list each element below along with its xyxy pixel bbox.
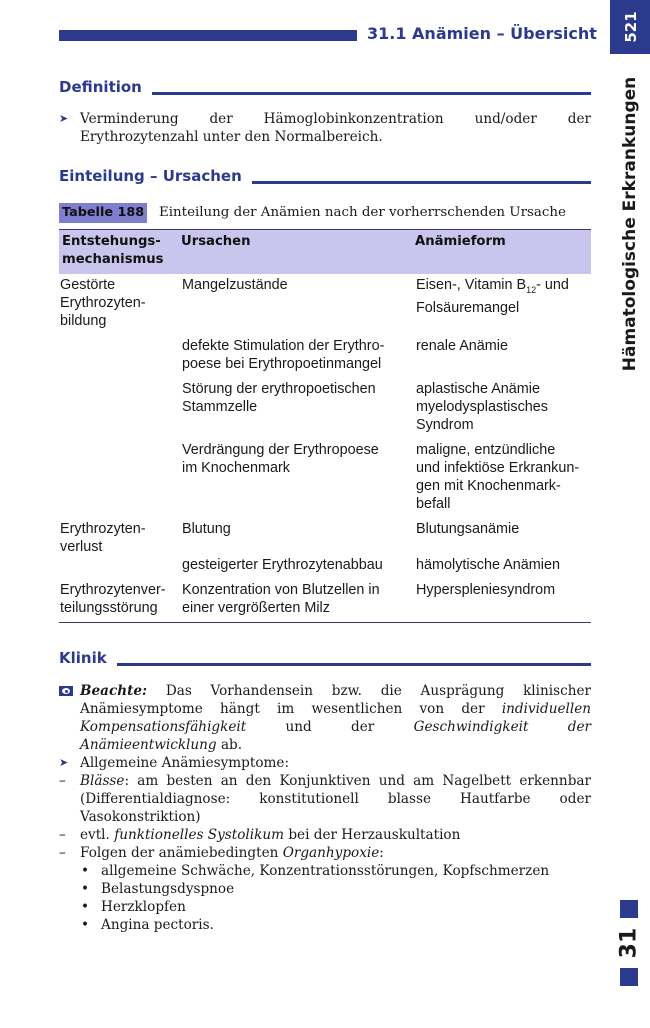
table-cell-cause: Verdrängung der Erythropoese im Knochenmark	[182, 442, 379, 476]
table-cell-cause: Störung der erythropoetischen Stammzelle	[182, 381, 376, 415]
heading-rule	[145, 92, 591, 95]
klinik-content	[59, 682, 591, 934]
header-bar	[59, 30, 357, 41]
eye-icon	[59, 686, 73, 696]
dash-marker: –	[59, 845, 66, 861]
table-header	[59, 229, 591, 274]
heading-rule	[240, 181, 591, 184]
header-causes: Ursachen	[181, 234, 251, 249]
section-title: 31.1 Anämien – Übersicht	[367, 24, 597, 43]
table-cell-form: renale Anämie	[416, 338, 508, 354]
table-cell-form: aplastische Anämie myelodysplastisches Syndrom	[416, 381, 548, 433]
arrow-icon: ➤	[59, 756, 69, 769]
header-mechanism: Entstehungs- mechanismus	[62, 234, 164, 267]
table-cell-cause: defekte Stimulation der Erythro- poese bei Erythropoetinmangel	[182, 338, 385, 372]
klinik-heading	[59, 649, 591, 671]
chapter-marker-bottom	[620, 968, 638, 986]
page-number-tab	[610, 0, 650, 54]
table-caption-text: Einteilung der Anämien nach der vorherrschenden Ursache	[159, 205, 566, 220]
list-item: – Blässe: am besten an den Konjunktiven und am Nagelbett erkennbar (Differentialdiagnose: konstitutionell blasse Hautfarbe oder Vasokonstriktion)	[59, 773, 591, 825]
page-number: 521	[622, 11, 640, 43]
chapter-number-container	[615, 926, 643, 960]
bullet-marker: •	[81, 917, 90, 933]
list-item: • allgemeine Schwäche, Konzentrationsstörungen, Kopfschmerzen	[81, 863, 550, 879]
bullet-marker: •	[81, 863, 90, 879]
table-cell-form: maligne, entzündliche und infektiöse Erkrankun- gen mit Knochenmark- befall	[416, 442, 580, 512]
table-cell-form: Eisen-, Vitamin $B_{12}-$ und Folsäuremangel	[416, 277, 569, 316]
table-cell-cause: Blutung	[182, 521, 231, 537]
chapter-marker-top	[620, 900, 638, 918]
heading-rule	[112, 663, 591, 666]
list-item: – evtl. funktionelles Systolikum bei der Herzauskultation	[59, 827, 461, 843]
table-cell-form: hämolytische Anämien	[416, 557, 560, 573]
table-cell-mechanism: Erythrozytenver- teilungsstörung	[60, 582, 166, 616]
list-item: • Herzklopfen	[81, 899, 186, 915]
arrow-icon: ➤	[59, 112, 69, 125]
table-cell-cause: Mangelzustände	[182, 277, 288, 293]
dash-marker: –	[59, 773, 66, 789]
table-cell-mechanism: Erythrozyten- verlust	[60, 521, 146, 555]
definition-body: Verminderung der Hämoglobinkonzentration und/oder der Erythrozytenzahl unter den Normalbereich.	[80, 111, 591, 145]
chapter-number: 31	[616, 927, 642, 959]
definition-heading	[59, 78, 591, 100]
table-cell-form: Blutungsanämie	[416, 521, 520, 537]
list-item: • Angina pectoris.	[81, 917, 214, 933]
table-badge: Tabelle 188	[59, 203, 147, 223]
list-item: ➤ Allgemeine Anämiesymptome:	[59, 755, 290, 771]
beachte-note: Beachte: Das Vorhandensein bzw. die Ausprägung klinischer Anämiesymptome hängt im wesentlichen von der individuellen Kompensationsfähigkeit und der Geschwindigkeit der Anämieentwicklung ab.	[59, 682, 591, 754]
einteilung-heading-label: Einteilung – Ursachen	[59, 167, 252, 185]
table-cell-mechanism: Gestörte Erythrozyten- bildung	[60, 277, 146, 329]
dash-marker: –	[59, 827, 66, 843]
list-item: • Belastungsdyspnoe	[81, 881, 235, 897]
einteilung-heading	[59, 167, 591, 189]
bullet-marker: •	[81, 881, 90, 897]
table-caption	[59, 203, 591, 223]
definition-text	[59, 110, 591, 146]
side-title: Hämatologische Erkrankungen	[620, 76, 640, 372]
definition-heading-label: Definition	[59, 78, 152, 96]
klinik-heading-label: Klinik	[59, 649, 117, 667]
table-bottom-rule	[59, 622, 591, 623]
bullet-marker: •	[81, 899, 90, 915]
list-item: – Folgen der anämiebedingten Organhypoxie:	[59, 845, 384, 861]
header-form: Anämieform	[415, 234, 506, 249]
table-cell-cause: Konzentration von Blutzellen in einer vergrößerten Milz	[182, 582, 380, 616]
table-cell-form: Hyperspleniesyndrom	[416, 582, 556, 598]
table-cell-cause: gesteigerter Erythrozytenabbau	[182, 557, 383, 573]
side-title-container	[616, 70, 644, 378]
